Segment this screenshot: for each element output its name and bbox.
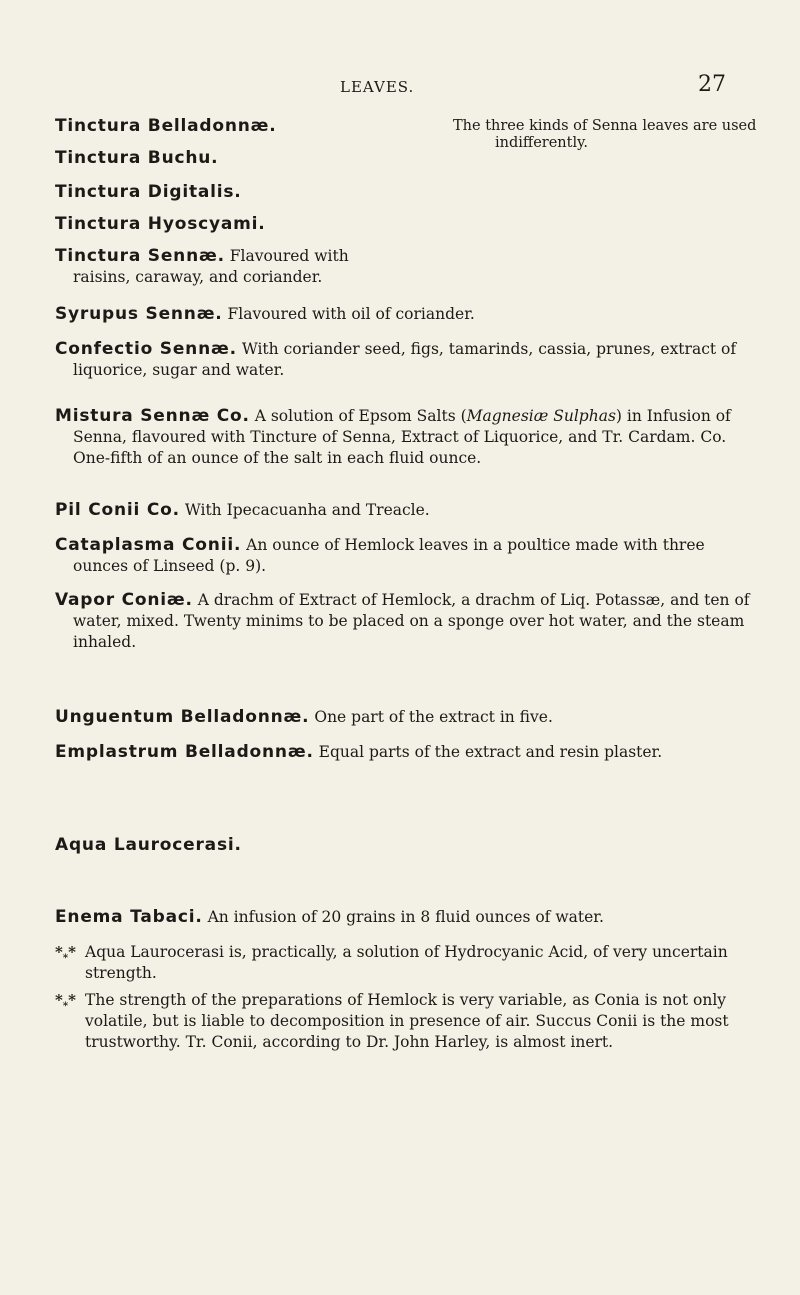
asterism-mark: $*_**$: [55, 991, 76, 1012]
entry-title: Enema Tabaci.: [55, 907, 203, 927]
entry-tinctura-belladonnae: [55, 116, 745, 137]
entry-title: Mistura Sennæ Co.: [55, 406, 250, 426]
page-number: 27: [698, 72, 726, 97]
entry-text-italic: Magnesiæ Sulphas: [466, 407, 616, 425]
entry-tinctura-sennae: [55, 246, 378, 288]
entry-title: Tinctura Digitalis.: [55, 182, 242, 202]
entry-confectio-sennae: [55, 339, 763, 381]
entry-text: Flavoured with raisins, caraway, and coriander.: [73, 247, 349, 286]
entry-text: A drachm of Extract of Hemlock, a drachm of Liq. Potassæ, and ten of water, mixed. Twenty minims to be placed on a sponge over hot water, and the steam inhaled.: [73, 591, 750, 651]
entry-title: Confectio Sennæ.: [55, 339, 237, 359]
entry-emplastrum-belladonnae: [55, 742, 763, 763]
entry-enema-tabaci: [55, 907, 763, 928]
entry-text: With Ipecacuanha and Treacle.: [184, 501, 430, 519]
entry-text: One part of the extract in five.: [314, 708, 553, 726]
entry-title: Syrupus Sennæ.: [55, 304, 223, 324]
footnote-aqua-laurocerasi: [55, 942, 785, 984]
entry-aqua-laurocerasi: [55, 835, 745, 856]
entry-pil-conii-co: [55, 500, 763, 521]
entry-tinctura-digitalis: [55, 182, 745, 203]
asterism-mark: $*_**$: [55, 943, 76, 964]
footnote-hemlock: [55, 990, 785, 1053]
running-title: LEAVES.: [340, 78, 415, 96]
entry-title: Unguentum Belladonnæ.: [55, 707, 310, 727]
entry-unguentum-belladonnae: [55, 707, 763, 728]
entry-tinctura-hyoscyami: [55, 214, 745, 235]
footnote-text: The strength of the preparations of Hemlock is very variable, as Conia is not only volatile, but is liable to decomposition in presence of air. Succus Conii is the most trustworthy. Tr. Conii, according to Dr. John Harley, is almost inert.: [85, 991, 729, 1051]
entry-title: Tinctura Belladonnæ.: [55, 116, 277, 136]
entry-cataplasma-conii: [55, 535, 763, 577]
entry-tinctura-buchu: [55, 148, 745, 169]
footnote-text: Aqua Laurocerasi is, practically, a solution of Hydrocyanic Acid, of very uncertain strength.: [85, 943, 728, 982]
page-header: [0, 72, 800, 106]
entry-title: Pil Conii Co.: [55, 500, 180, 520]
entry-text: A solution of Epsom Salts (: [254, 407, 467, 425]
entry-vapor-coniae: [55, 590, 763, 653]
entry-title: Vapor Coniæ.: [55, 590, 193, 610]
entry-text-cont: ) in Infusion of Senna, flavoured with Tincture of Senna, Extract of Liquorice, and Tr. Cardam. Co. One-fifth of an ounce of the salt in each fluid ounce.: [73, 407, 731, 467]
entry-syrupus-sennae: [55, 304, 763, 325]
entry-text: Equal parts of the extract and resin plaster.: [318, 743, 663, 761]
entry-title: Tinctura Sennæ.: [55, 246, 225, 266]
entry-title: Aqua Laurocerasi.: [55, 835, 242, 855]
entry-mistura-sennae-co: [55, 406, 763, 469]
entry-title: Tinctura Hyoscyami.: [55, 214, 266, 234]
entry-text: Flavoured with oil of coriander.: [227, 305, 475, 323]
side-note: The three kinds of Senna leaves are used indifferently.: [453, 118, 757, 151]
entry-text: An infusion of 20 grains in 8 fluid ounces of water.: [207, 908, 604, 926]
entry-text: An ounce of Hemlock leaves in a poultice made with three ounces of Linseed (p. 9).: [73, 536, 705, 575]
entry-title: Cataplasma Conii.: [55, 535, 242, 555]
entry-title: Tinctura Buchu.: [55, 148, 219, 168]
entry-text: With coriander seed, figs, tamarinds, cassia, prunes, extract of liquorice, sugar and water.: [73, 340, 737, 379]
entry-title: Emplastrum Belladonnæ.: [55, 742, 314, 762]
